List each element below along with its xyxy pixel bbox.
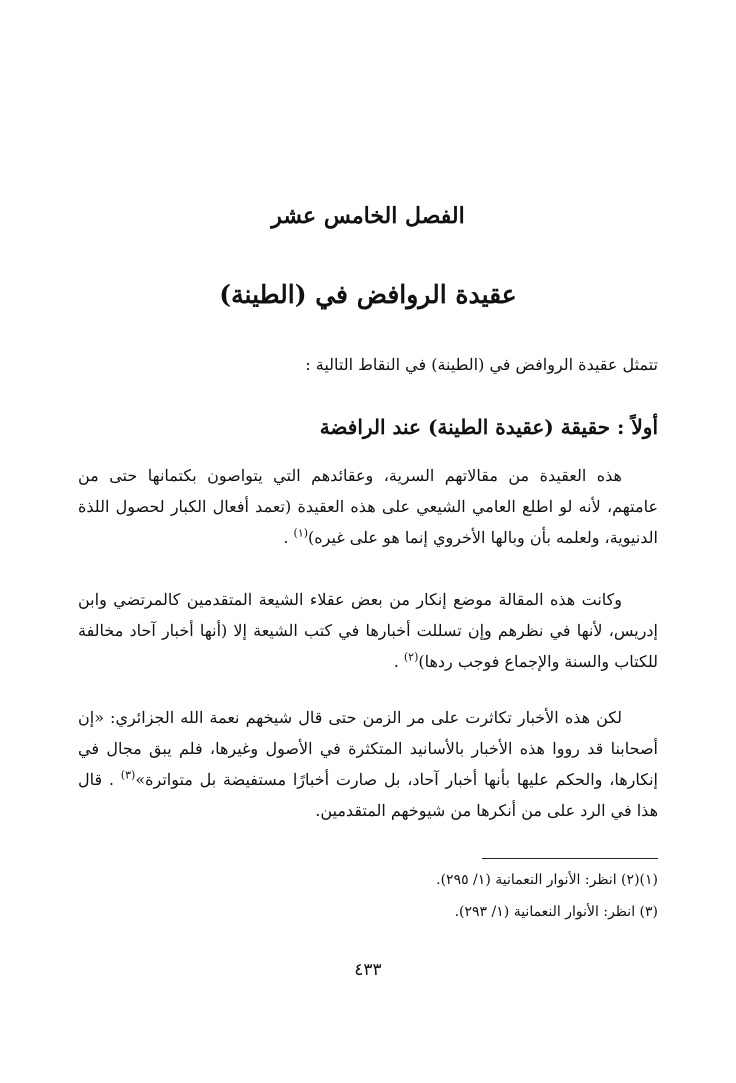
paragraph-text: هذه العقيدة من مقالاتهم السرية، وعقائدهم التي يتواصون بكتمانها حتى من عامتهم، لأنه لو اطلع العامي الشيعي على هذه العقيدة (تعمد أفعال الكبار لحصول اللذة الدنيوية، ولعلمه بأن وبالها الأخروي إنما هو على غيره) <box>78 466 658 547</box>
paragraph-2 <box>78 584 658 677</box>
footnote-1: (١)(٢) انظر: الأنوار النعمانية (١/ ٢٩٥). <box>436 872 658 888</box>
footnote-divider <box>482 858 658 859</box>
page-number: ٤٣٣ <box>354 960 382 980</box>
paragraph-text: لكن هذه الأخبار تكاثرت على مر الزمن حتى قال شيخهم نعمة الله الجزائري: «إن أصحابنا قد رووا هذه الأخبار بالأسانيد المتكثرة في الأصول وغيرها، فلم يبق مجال في إنكارها، والحكم عليها بأنها أخبار آحاد، بل صارت أخبارًا مستفيضة بل متواترة» <box>78 708 659 789</box>
chapter-title: عقيدة الروافض في (الطينة) <box>219 280 517 309</box>
footnote-ref: (٣) <box>120 768 136 782</box>
section-heading: أولاً : حقيقة (عقيدة الطينة) عند الرافضة <box>319 415 658 439</box>
paragraph-text: وكانت هذه المقالة موضع إنكار من بعض عقلاء الشيعة المتقدمين كالمرتضي وابن إدريس، لأنها في نظرهم وإن تسللت أخبارها في كتب الشيعة إلا (أنها أخبار آحاد مخالفة للكتاب والسنة والإجماع فوجب ردها) <box>78 590 658 671</box>
paragraph-3 <box>78 702 658 826</box>
paragraph-end: . قال هذا في الرد على من أنكرها من شيوخهم المتقدمين. <box>78 770 658 820</box>
footnote-ref: (٢) <box>403 650 419 664</box>
intro-text: تتمثل عقيدة الروافض في (الطينة) في النقاط التالية : <box>305 355 658 374</box>
footnote-ref: (١) <box>293 526 309 540</box>
paragraph-1 <box>78 460 658 553</box>
paragraph-end: . <box>283 528 294 547</box>
footnote-2: (٣) انظر: الأنوار النعمانية (١/ ٢٩٣). <box>454 904 658 920</box>
chapter-heading: الفصل الخامس عشر <box>271 203 465 229</box>
paragraph-end: . <box>393 652 404 671</box>
